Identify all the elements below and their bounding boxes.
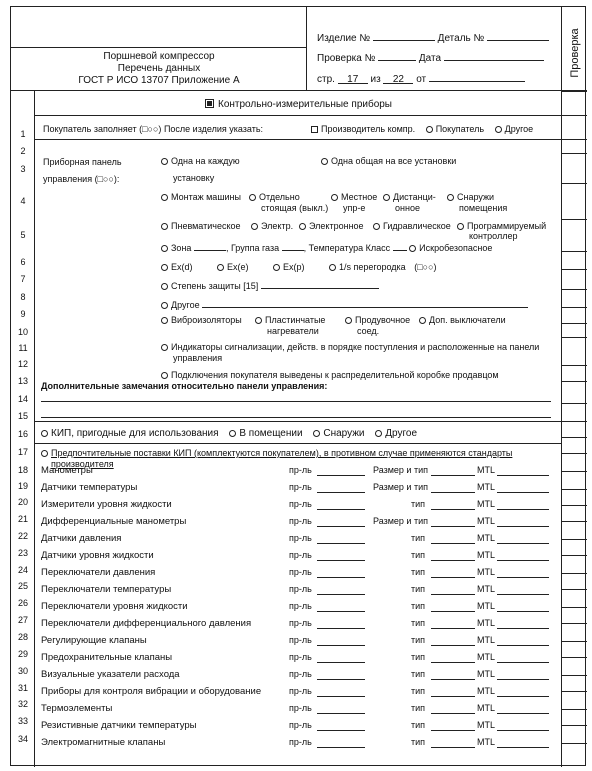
row-number: 8	[20, 292, 26, 302]
purge-label-2: соед.	[357, 326, 380, 336]
row-number: 1	[20, 129, 26, 139]
hydraulic-radio[interactable]	[373, 223, 380, 230]
preferred-radio[interactable]	[41, 450, 48, 457]
panel-label-2: управления (□○○):	[43, 174, 120, 184]
type-label: тип	[411, 618, 426, 628]
line-1-options	[311, 124, 533, 134]
mtl-label: MTL	[477, 533, 495, 543]
row-number: 29	[17, 649, 28, 659]
mtl-field[interactable]	[497, 662, 549, 663]
buyer-radio[interactable]	[426, 126, 433, 133]
electronic-radio[interactable]	[299, 223, 306, 230]
row-number: 33	[17, 716, 28, 726]
pneumatic-radio[interactable]	[161, 223, 168, 230]
instrument-name: Переключатели уровня жидкости	[41, 601, 188, 612]
type-field[interactable]	[431, 662, 475, 663]
mtl-field[interactable]	[497, 577, 549, 578]
manufacturer-label: пр-ль	[289, 703, 312, 713]
one-each-radio[interactable]	[161, 158, 168, 165]
type-field[interactable]	[431, 730, 475, 731]
mtl-label: MTL	[477, 584, 495, 594]
row-number: 11	[18, 343, 28, 353]
manufacturer-field[interactable]	[317, 509, 365, 510]
separate-label-2: стоящая (выкл.)	[261, 203, 329, 213]
row-number-column	[11, 91, 35, 767]
row-number: 15	[17, 411, 28, 421]
title-line-3: ГОСТ Р ИСО 13707 Приложение А	[78, 75, 240, 86]
manufacturer-label: пр-ль	[289, 618, 312, 628]
review-title: Проверка	[569, 28, 581, 78]
instrument-name: Датчики давления	[41, 533, 122, 544]
mtl-label: MTL	[477, 720, 495, 730]
outside-label-2: помещения	[459, 203, 508, 213]
partition-radio[interactable]	[329, 264, 336, 271]
row-number: 26	[17, 598, 28, 608]
plc-label-2: контроллер	[469, 231, 518, 241]
row-number: 32	[17, 699, 28, 709]
other-panel-field[interactable]	[202, 299, 528, 308]
manufacturer-field[interactable]	[317, 526, 365, 527]
manufacturer-label: Производитель компр.	[321, 124, 416, 134]
row-number: 18	[17, 465, 28, 475]
instrument-name: Датчики уровня жидкости	[41, 550, 154, 561]
date-field[interactable]	[444, 51, 544, 61]
manufacturer-label: пр-ль	[289, 686, 312, 696]
mtl-label: MTL	[477, 516, 495, 526]
check-label: Проверка №	[317, 53, 376, 64]
other-panel-option: Другое	[161, 299, 528, 310]
gas-group-field[interactable]	[282, 242, 304, 251]
exp-option: Ex(p)	[273, 262, 305, 272]
mtl-field[interactable]	[497, 594, 549, 595]
manufacturer-label: пр-ль	[289, 737, 312, 747]
zone-radio[interactable]	[161, 245, 168, 252]
plate-radio[interactable]	[255, 317, 262, 324]
pneumatic-option: Пневматическое	[161, 221, 241, 231]
local-radio[interactable]	[331, 194, 338, 201]
panel-label: Приборная панель	[43, 157, 122, 167]
item-field[interactable]	[373, 31, 435, 41]
row-number: 2	[20, 146, 26, 156]
manufacturer-label: пр-ль	[289, 465, 312, 475]
line-1	[43, 124, 263, 134]
type-field[interactable]	[431, 577, 475, 578]
indicators-radio[interactable]	[161, 344, 168, 351]
purge-option: Продувочное	[345, 315, 410, 325]
one-each-label-2: установку	[173, 173, 215, 183]
instrument-name: Термоэлементы	[41, 703, 113, 714]
type-label: Размер и тип	[373, 482, 428, 492]
mtl-label: MTL	[477, 550, 495, 560]
type-label: тип	[411, 584, 426, 594]
row-number: 13	[17, 376, 28, 386]
check-field[interactable]	[378, 51, 416, 61]
mtl-field[interactable]	[497, 730, 549, 731]
mtl-field[interactable]	[497, 509, 549, 510]
remote-radio[interactable]	[383, 194, 390, 201]
row-number: 7	[20, 274, 26, 284]
row-number: 34	[17, 734, 28, 744]
manufacturer-field[interactable]	[317, 747, 365, 748]
mtl-field[interactable]	[497, 628, 549, 629]
manufacturer-field[interactable]	[317, 662, 365, 663]
connections-radio[interactable]	[161, 372, 168, 379]
mtl-label: MTL	[477, 652, 495, 662]
row-number: 21	[17, 514, 28, 524]
separate-option: Отдельно	[249, 192, 300, 202]
manufacturer-field[interactable]	[317, 628, 365, 629]
from-field[interactable]	[429, 72, 525, 82]
type-field[interactable]	[431, 611, 475, 612]
type-label: Размер и тип	[373, 465, 428, 475]
other-radio[interactable]	[495, 126, 502, 133]
row-number: 16	[17, 429, 28, 439]
remarks-label: Дополнительные замечания относительно панели управления:	[41, 381, 328, 391]
manufacturer-field[interactable]	[317, 492, 365, 493]
mount-machine-option: Монтаж машины	[161, 192, 241, 202]
type-field[interactable]	[431, 543, 475, 544]
instrument-name: Измерители уровня жидкости	[41, 499, 172, 510]
row-number: 30	[17, 666, 28, 676]
mtl-label: MTL	[477, 737, 495, 747]
mtl-field[interactable]	[497, 747, 549, 748]
manufacturer-label: пр-ль	[289, 720, 312, 730]
instrument-name: Электромагнитные клапаны	[41, 737, 166, 748]
plc-radio[interactable]	[457, 223, 464, 230]
zone-field[interactable]	[194, 242, 226, 251]
manufacturer-label: пр-ль	[289, 584, 312, 594]
manufacturer-label: пр-ль	[289, 601, 312, 611]
mtl-field[interactable]	[497, 560, 549, 561]
item-label: Изделие №	[317, 33, 371, 44]
vibro-radio[interactable]	[161, 317, 168, 324]
row-number: 12	[17, 359, 28, 369]
mtl-label: MTL	[477, 618, 495, 628]
mtl-label: MTL	[477, 635, 495, 645]
mtl-field[interactable]	[497, 492, 549, 493]
manufacturer-field[interactable]	[317, 645, 365, 646]
type-label: тип	[411, 635, 426, 645]
manufacturer-field[interactable]	[317, 713, 365, 714]
mtl-label: MTL	[477, 567, 495, 577]
review-column	[561, 7, 587, 767]
protection-option: Степень защиты [15]	[161, 280, 379, 291]
instrument-name: Датчики температуры	[41, 482, 138, 493]
plate-label-2: нагреватели	[267, 326, 319, 336]
row-number: 14	[17, 394, 28, 404]
manufacturer-field[interactable]	[317, 594, 365, 595]
type-label: тип	[411, 550, 426, 560]
electronic-option: Электронное	[299, 221, 364, 231]
kip-options: КИП, пригодные для использования В помещении Снаружи Другое	[41, 428, 417, 439]
remarks-line-2[interactable]	[41, 417, 551, 418]
type-field[interactable]	[431, 679, 475, 680]
manufacturer-field[interactable]	[317, 475, 365, 476]
outside-option: Снаружи	[447, 192, 494, 202]
type-field[interactable]	[431, 747, 475, 748]
manufacturer-label: пр-ль	[289, 516, 312, 526]
type-field[interactable]	[431, 645, 475, 646]
plc-option: Программируемый	[457, 221, 546, 231]
row-number: 4	[20, 196, 26, 206]
page-number: 17	[338, 74, 368, 84]
title-line-1: Поршневой компрессор	[103, 51, 215, 62]
instrument-name: Дифференциальные манометры	[41, 516, 187, 527]
row-number: 22	[17, 531, 28, 541]
protection-radio[interactable]	[161, 283, 168, 290]
symbols-text: (□○○)	[139, 124, 162, 134]
type-label: тип	[411, 669, 426, 679]
one-common-option: Одна общая на все установки	[321, 156, 456, 166]
hydraulic-option: Гидравлическое	[373, 221, 451, 231]
other-panel-radio[interactable]	[161, 302, 168, 309]
exp-radio[interactable]	[273, 264, 280, 271]
type-label: Размер и тип	[373, 516, 428, 526]
kip-radio[interactable]	[41, 430, 48, 437]
title-line-2: Перечень данных	[117, 63, 201, 74]
exd-option: Ex(d)	[161, 262, 193, 272]
part-field[interactable]	[487, 31, 549, 41]
type-label: тип	[411, 686, 426, 696]
mtl-label: MTL	[477, 669, 495, 679]
row-number: 31	[17, 683, 28, 693]
manufacturer-label: пр-ль	[289, 482, 312, 492]
other-kip-radio[interactable]	[375, 430, 382, 437]
type-field[interactable]	[431, 509, 475, 510]
protection-field[interactable]	[261, 280, 379, 289]
instrument-name: Переключатели давления	[41, 567, 156, 578]
manufacturer-label: пр-ль	[289, 550, 312, 560]
type-field[interactable]	[431, 526, 475, 527]
row-number: 23	[17, 548, 28, 558]
mtl-field[interactable]	[497, 526, 549, 527]
section-title: Контрольно-измерительные приборы	[205, 99, 392, 110]
instrument-name: Регулирующие клапаны	[41, 635, 147, 646]
page-total: 22	[383, 74, 413, 84]
one-common-radio[interactable]	[321, 158, 328, 165]
instrument-name: Манометры	[41, 465, 93, 476]
electric-radio[interactable]	[251, 223, 258, 230]
mtl-label: MTL	[477, 703, 495, 713]
from-label: от	[416, 74, 427, 85]
row-number: 10	[17, 327, 28, 337]
instrument-name: Визуальные указатели расхода	[41, 669, 180, 680]
manufacturer-label: пр-ль	[289, 567, 312, 577]
type-field[interactable]	[431, 560, 475, 561]
type-label: тип	[411, 703, 426, 713]
manufacturer-field[interactable]	[317, 730, 365, 731]
buyer-fills-text: Покупатель заполняет	[43, 124, 137, 134]
manufacturer-label: пр-ль	[289, 499, 312, 509]
instrument-name: Резистивные датчики температуры	[41, 720, 197, 731]
instrument-name: Предохранительные клапаны	[41, 652, 173, 663]
manufacturer-label: пр-ль	[289, 669, 312, 679]
extra-switch-option: Доп. выключатели	[419, 315, 506, 325]
manufacturer-field[interactable]	[317, 611, 365, 612]
mtl-label: MTL	[477, 482, 495, 492]
explosion-radio[interactable]	[409, 245, 416, 252]
indoor-radio[interactable]	[229, 430, 236, 437]
plate-option: Пластинчатые	[255, 315, 325, 325]
manufacturer-field[interactable]	[317, 696, 365, 697]
row-number: 6	[20, 257, 26, 267]
type-label: тип	[411, 567, 426, 577]
partition-option: 1/s перегородка (□○○)	[329, 262, 437, 272]
manufacturer-field[interactable]	[317, 679, 365, 680]
of-label: из	[370, 74, 381, 85]
document-title	[11, 51, 307, 87]
type-field[interactable]	[431, 594, 475, 595]
row-number: 20	[17, 497, 28, 507]
instrument-name: Переключатели дифференциального давления	[41, 618, 252, 629]
row-number: 24	[17, 565, 28, 575]
manufacturer-label: пр-ль	[289, 635, 312, 645]
other-label: Другое	[504, 124, 534, 134]
mtl-field[interactable]	[497, 543, 549, 544]
electric-option: Электр.	[251, 221, 293, 231]
manufacturer-field[interactable]	[317, 543, 365, 544]
row-number: 19	[17, 481, 28, 491]
manufacturer-field[interactable]	[317, 560, 365, 561]
separate-radio[interactable]	[249, 194, 256, 201]
instrument-name: Приборы для контроля вибрации и оборудование	[41, 686, 262, 697]
remarks-line-1[interactable]	[41, 401, 551, 402]
outside-radio[interactable]	[447, 194, 454, 201]
row-number: 9	[20, 309, 26, 319]
mtl-label: MTL	[477, 499, 495, 509]
outdoor-radio[interactable]	[313, 430, 320, 437]
type-label: тип	[411, 720, 426, 730]
local-option: Местное	[331, 192, 377, 202]
mtl-field[interactable]	[497, 645, 549, 646]
manufacturer-checkbox[interactable]	[311, 126, 318, 133]
mtl-field[interactable]	[497, 713, 549, 714]
type-label: тип	[411, 652, 426, 662]
mtl-field[interactable]	[497, 475, 549, 476]
row-number: 5	[20, 230, 26, 240]
preferred-note-2: производителя	[51, 459, 114, 469]
purge-radio[interactable]	[345, 317, 352, 324]
exd-radio[interactable]	[161, 264, 168, 271]
buyer-label: Покупатель	[435, 124, 485, 134]
part-label: Деталь №	[437, 33, 485, 44]
instrument-name: Переключатели температуры	[41, 584, 172, 595]
remote-label-2: онное	[395, 203, 420, 213]
row-number: 17	[17, 447, 28, 457]
manufacturer-label: пр-ль	[289, 533, 312, 543]
after-item-text: После изделия указать:	[163, 124, 264, 134]
exe-radio[interactable]	[217, 264, 224, 271]
type-label: тип	[411, 737, 426, 747]
type-field[interactable]	[431, 696, 475, 697]
type-field[interactable]	[431, 475, 475, 476]
manufacturer-label: пр-ль	[289, 652, 312, 662]
mount-machine-radio[interactable]	[161, 194, 168, 201]
section-checkbox-icon[interactable]	[205, 99, 214, 108]
type-field[interactable]	[431, 713, 475, 714]
vibro-option: Виброизоляторы	[161, 315, 242, 325]
mtl-label: MTL	[477, 686, 495, 696]
zone-option: Зона , Группа газа , Температура Класс Искробезопасное	[161, 242, 492, 253]
row-number: 3	[20, 164, 26, 174]
row-number: 25	[17, 581, 28, 591]
remote-option: Дистанци-	[383, 192, 436, 202]
local-label-2: упр-е	[343, 203, 366, 213]
type-field[interactable]	[431, 492, 475, 493]
mtl-field[interactable]	[497, 696, 549, 697]
type-label: тип	[411, 499, 426, 509]
type-label: тип	[411, 533, 426, 543]
type-label: тип	[411, 601, 426, 611]
row-number: 27	[17, 615, 28, 625]
mtl-field[interactable]	[497, 679, 549, 680]
connections-option: Подключения покупателя выведены к распределительной коробке продавцом	[161, 370, 499, 380]
header	[11, 7, 587, 91]
temp-class-field[interactable]	[393, 242, 407, 251]
preferred-note: Предпочтительные поставки КИП (комплектуются покупателем), в противном случае применяются стандарты	[41, 448, 512, 458]
mtl-label: MTL	[477, 465, 495, 475]
data-sheet	[10, 6, 586, 766]
header-title-block	[11, 7, 307, 91]
indicators-label-2: управления	[173, 353, 223, 363]
row-number: 28	[17, 632, 28, 642]
extra-switch-radio[interactable]	[419, 317, 426, 324]
mtl-label: MTL	[477, 601, 495, 611]
indicators-option: Индикаторы сигнализации, действ. в порядке поступления и расположенные на панели	[161, 342, 539, 352]
date-label: Дата	[418, 53, 442, 64]
mtl-field[interactable]	[497, 611, 549, 612]
exe-option: Ex(e)	[217, 262, 249, 272]
header-fields	[307, 7, 561, 91]
one-each-option: Одна на каждую	[161, 156, 240, 166]
type-field[interactable]	[431, 628, 475, 629]
manufacturer-field[interactable]	[317, 577, 365, 578]
page-label: стр.	[317, 74, 335, 85]
